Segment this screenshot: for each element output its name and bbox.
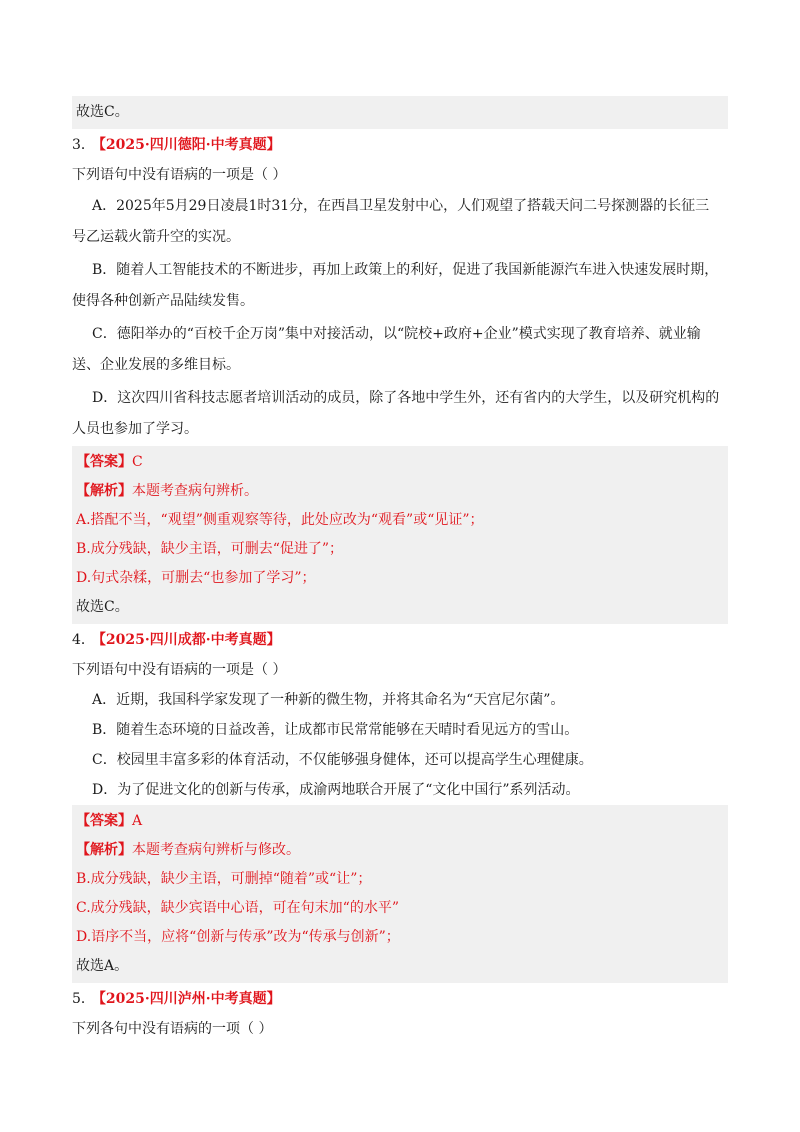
q4-option-d: D．为了促进文化的创新与传承，成渝两地联合开展了“文化中国行”系列活动。 bbox=[92, 782, 580, 798]
q3-option-a-line2: 号乙运载火箭升空的实况。 bbox=[72, 229, 240, 245]
q3-option-b-line1: B．随着人工智能技术的不断进步，再加上政策上的利好，促进了我国新能源汽车进入快速发展时期， bbox=[92, 262, 719, 278]
q3-analysis bbox=[76, 477, 724, 506]
document-page bbox=[72, 96, 728, 1044]
q3-option-a-line1: A．2025年5月29日凌晨1时31分，在西昌卫星发射中心，人们观望了搭载天问二号探测器的长征三 bbox=[92, 198, 710, 214]
q3-analysis-label: 【解析】 bbox=[76, 483, 132, 499]
q3-option-c-line2: 送、企业发展的多维目标。 bbox=[72, 357, 240, 373]
q4-conclusion: 故选A。 bbox=[76, 958, 129, 974]
q3-option-d bbox=[72, 382, 728, 446]
q3-source-tag: 【2025·四川德阳·中考真题】 bbox=[98, 137, 281, 153]
q4-analysis-point-c: C.成分残缺，缺少宾语中心语，可在句末加“的水平” bbox=[76, 900, 399, 916]
q2-answer-block bbox=[72, 96, 728, 129]
q3-option-b bbox=[72, 254, 728, 318]
q3-analysis-point-b: B.成分残缺，缺少主语，可删去“促进了”； bbox=[76, 541, 344, 557]
q3-option-a bbox=[72, 190, 728, 254]
q4-analysis bbox=[76, 836, 724, 865]
q3-answer-block bbox=[72, 446, 728, 624]
q3-analysis-point-a: A.搭配不当，“观望”侧重观察等待，此处应改为“观看”或“见证”； bbox=[76, 512, 484, 528]
q5-stem: 下列各句中没有语病的一项（ ） bbox=[72, 1021, 273, 1037]
q3-option-d-line1: D．这次四川省科技志愿者培训活动的成员，除了各地中学生外，还有省内的大学生，以及研究机构的 bbox=[92, 390, 720, 406]
q2-conclusion: 故选C。 bbox=[76, 104, 129, 120]
q3-answer bbox=[76, 448, 724, 477]
q5-source-tag: 【2025·四川泸州·中考真题】 bbox=[98, 991, 281, 1007]
q3-analysis-point-d: D.句式杂糅，可删去“也参加了学习”； bbox=[76, 570, 316, 586]
q3-answer-label: 【答案】 bbox=[76, 454, 132, 470]
q4-option-a: A．近期，我国科学家发现了一种新的微生物，并将其命名为“天宫尼尔菌”。 bbox=[92, 692, 565, 708]
q4-header bbox=[72, 626, 728, 655]
q4-stem: 下列语句中没有语病的一项是（ ） bbox=[72, 662, 287, 678]
q3-answer-value: C bbox=[132, 454, 143, 470]
q4-option-c: C．校园里丰富多彩的体育活动，不仅能够强身健体，还可以提高学生心理健康。 bbox=[92, 752, 593, 768]
q5-header bbox=[72, 985, 728, 1014]
q4-answer-block bbox=[72, 805, 728, 983]
q4-analysis-point-b: B.成分残缺，缺少主语，可删掉“随着”或“让”； bbox=[76, 871, 372, 887]
q4-source-tag: 【2025·四川成都·中考真题】 bbox=[98, 632, 281, 648]
q3-option-b-line2: 使得各种创新产品陆续发售。 bbox=[72, 293, 254, 309]
q4-answer-value: A bbox=[132, 813, 143, 829]
q4-analysis-text: 本题考查病句辨析与修改。 bbox=[132, 842, 300, 858]
q4-number: 4． bbox=[72, 632, 95, 648]
q3-header bbox=[72, 131, 728, 160]
q3-option-c-line1: C．德阳举办的“百校千企万岗”集中对接活动，以“院校+政府+企业”模式实现了教育培养、就业输 bbox=[92, 326, 701, 342]
q3-option-c bbox=[72, 318, 728, 382]
q3-analysis-text: 本题考查病句辨析。 bbox=[132, 483, 258, 499]
q3-option-d-line2: 人员也参加了学习。 bbox=[72, 421, 198, 437]
q3-conclusion: 故选C。 bbox=[76, 599, 129, 615]
q4-answer bbox=[76, 807, 724, 836]
q4-analysis-point-d: D.语序不当，应将“创新与传承”改为“传承与创新”； bbox=[76, 929, 400, 945]
q4-option-b: B．随着生态环境的日益改善，让成都市民常常能够在天晴时看见远方的雪山。 bbox=[92, 722, 579, 738]
q4-analysis-label: 【解析】 bbox=[76, 842, 132, 858]
q3-stem: 下列语句中没有语病的一项是（ ） bbox=[72, 167, 287, 183]
q3-number: 3． bbox=[72, 137, 95, 153]
q5-number: 5． bbox=[72, 991, 95, 1007]
q4-answer-label: 【答案】 bbox=[76, 813, 132, 829]
